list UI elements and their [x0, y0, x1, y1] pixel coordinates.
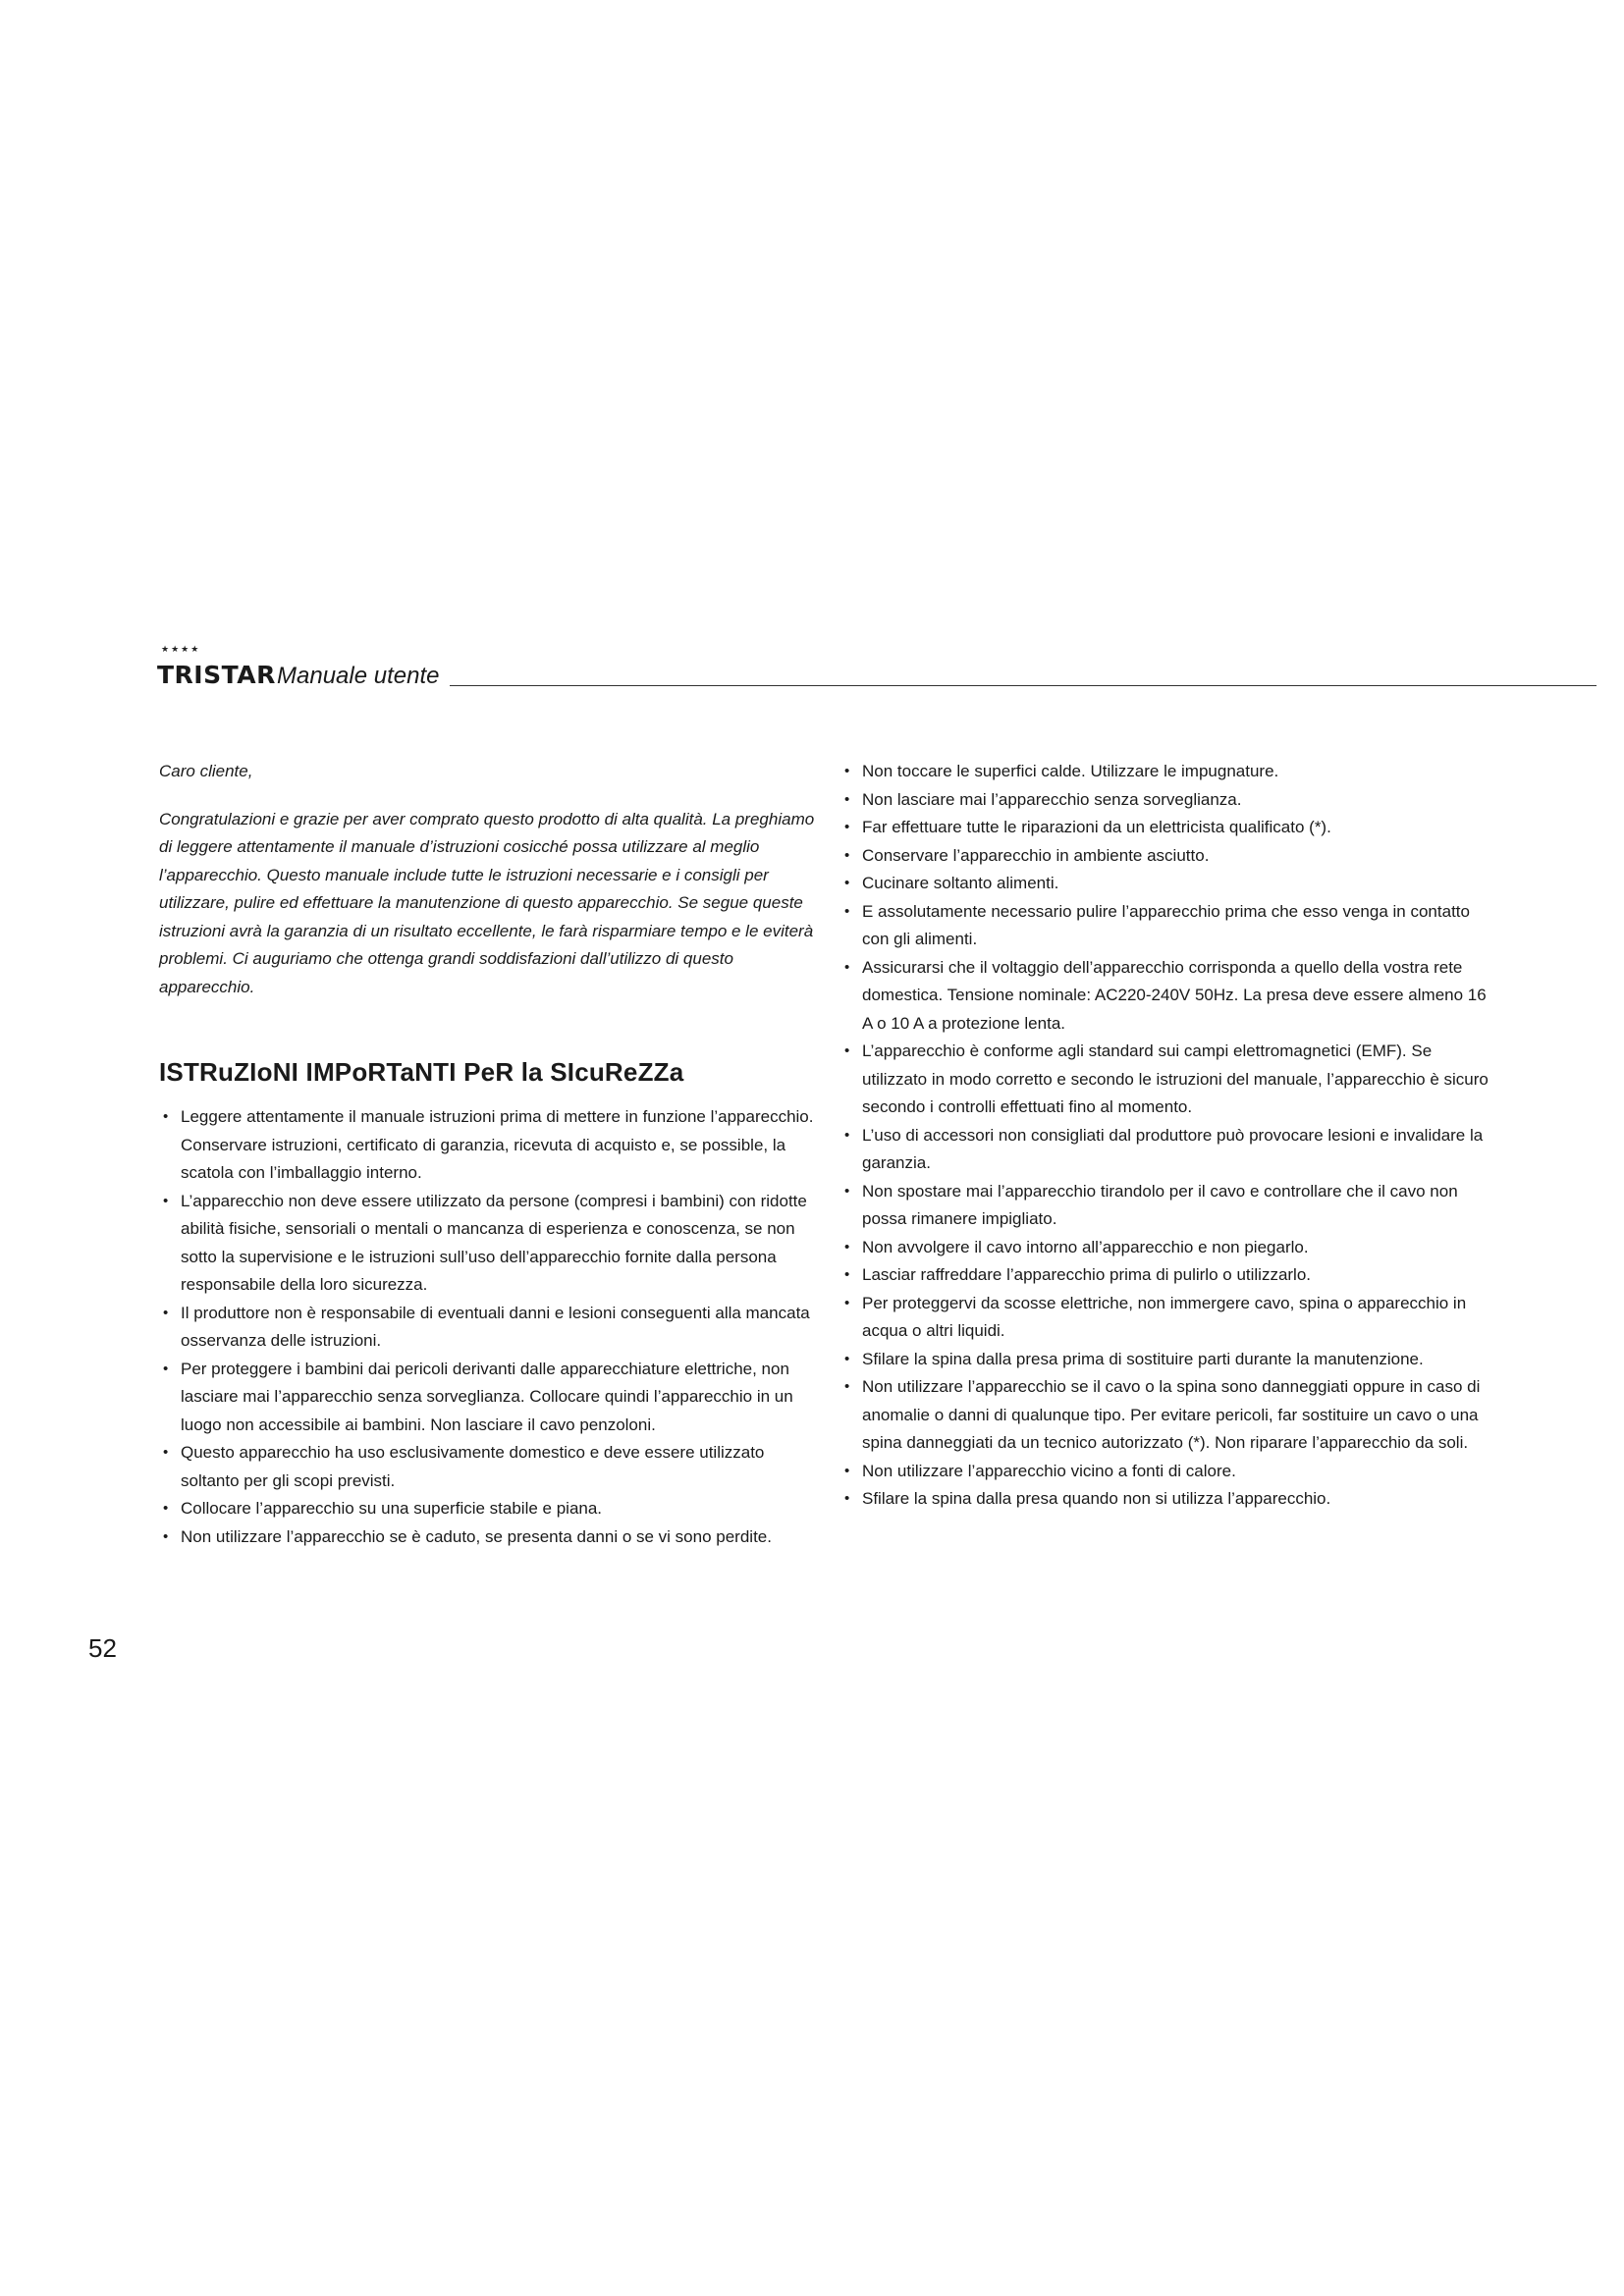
safety-list-item: • Cucinare soltanto alimenti. — [840, 870, 1489, 898]
safety-list-item: • Sfilare la spina dalla presa prima di sostituire parti durante la manutenzione. — [840, 1346, 1489, 1374]
safety-list-item: • Il produttore non è responsabile di eventuali danni e lesioni conseguenti alla mancata osservanza delle istruzioni. — [159, 1300, 827, 1356]
left-column — [159, 758, 827, 1551]
safety-list-item: • Non utilizzare l’apparecchio vicino a fonti di calore. — [840, 1458, 1489, 1486]
intro-paragraph: Congratulazioni e grazie per aver comprato questo prodotto di alta qualità. La preghiamo di leggere attentamente il manuale d’istruzioni cosicché possa utilizzare al meglio l’apparecchio. Questo manuale include tutte le istruzioni necessarie e i consigli per utilizzare, pulire ed effettuare la manutenzione di questo apparecchio. Se segue queste istruzioni avrà la garanzia di un risultato eccellente, le farà risparmiare tempo e le eviterà problemi. Ci auguriamo che ottenga grandi soddisfazioni dall’utilizzo di questo apparecchio. — [159, 809, 815, 996]
safety-list-left — [159, 1103, 827, 1551]
safety-list-item: • Non lasciare mai l’apparecchio senza sorveglianza. — [840, 786, 1489, 815]
safety-list-item: • Non utilizzare l’apparecchio se il cavo o la spina sono danneggiati oppure in caso di anomalie o danni di qualunque tipo. Per evitare pericoli, far sostituire un cavo o una spina danneggiati da un tecnico autorizzato (*). Non riparare l’apparecchio da soli. — [840, 1373, 1489, 1458]
right-column — [840, 758, 1489, 1514]
page-number: 52 — [88, 1633, 117, 1663]
header-divider — [450, 685, 1597, 686]
safety-list-item: • L’apparecchio non deve essere utilizzato da persone (compresi i bambini) con ridotte abilità fisiche, sensoriali o mentali o mancanza di esperienza e conoscenza, se non sotto la supervisione e le istruzioni sull’uso dell’apparecchio fornite dalla persona responsabile della loro sicurezza. — [159, 1188, 827, 1300]
safety-list-item: • Far effettuare tutte le riparazioni da un elettricista qualificato (*). — [840, 814, 1489, 842]
safety-list-right — [840, 758, 1489, 1514]
page-header — [157, 644, 1597, 691]
manual-title: Manuale utente — [277, 663, 440, 689]
safety-heading: ISTRuZIoNI IMPoRTaNTI PeR la SIcuReZZa — [159, 1057, 684, 1087]
safety-list-item: • Leggere attentamente il manuale istruzioni prima di mettere in funzione l’apparecchio. Conservare istruzioni, certificato di garanzia, ricevuta di acquisto e, se possible, la scatola con l’imballaggio interno. — [159, 1103, 827, 1188]
greeting: Caro cliente, — [159, 762, 253, 780]
safety-list-item: • Collocare l’apparecchio su una superficie stabile e piana. — [159, 1495, 827, 1523]
safety-list-item: • Non utilizzare l’apparecchio se è caduto, se presenta danni o se vi sono perdite. — [159, 1523, 827, 1552]
safety-list-item: • Per proteggervi da scosse elettriche, non immergere cavo, spina o apparecchio in acqua o altri liquidi. — [840, 1290, 1489, 1346]
safety-list-item: • L’uso di accessori non consigliati dal produttore può provocare lesioni e invalidare la garanzia. — [840, 1122, 1489, 1178]
safety-list-item: • Non avvolgere il cavo intorno all’apparecchio e non piegarlo. — [840, 1234, 1489, 1262]
safety-list-item: • E assolutamente necessario pulire l’apparecchio prima che esso venga in contatto con gli alimenti. — [840, 898, 1489, 954]
safety-list-item: • Questo apparecchio ha uso esclusivamente domestico e deve essere utilizzato soltanto per gli scopi previsti. — [159, 1439, 827, 1495]
safety-list-item: • Per proteggere i bambini dai pericoli derivanti dalle apparecchiature elettriche, non lasciare mai l’apparecchio senza sorveglianza. Collocare quindi l’apparecchio in un luogo non accessibile ai bambini. Non lasciare il cavo penzoloni. — [159, 1356, 827, 1440]
brand-stars-icon: ★★★★ — [161, 644, 201, 654]
safety-list-item: • Sfilare la spina dalla presa quando non si utilizza l’apparecchio. — [840, 1485, 1489, 1514]
safety-list-item: • Non toccare le superfici calde. Utilizzare le impugnature. — [840, 758, 1489, 786]
safety-list-item: • Non spostare mai l’apparecchio tirandolo per il cavo e controllare che il cavo non possa rimanere impigliato. — [840, 1178, 1489, 1234]
brand-logo: TRISTAR — [157, 661, 276, 689]
safety-list-item: • Assicurarsi che il voltaggio dell’apparecchio corrisponda a quello della vostra rete domestica. Tensione nominale: AC220-240V 50Hz. La presa deve essere almeno 16 A o 10 A a protezione lenta. — [840, 954, 1489, 1039]
safety-list-item: • Lasciar raffreddare l’apparecchio prima di pulirlo o utilizzarlo. — [840, 1261, 1489, 1290]
safety-list-item: • Conservare l’apparecchio in ambiente asciutto. — [840, 842, 1489, 871]
safety-list-item: • L’apparecchio è conforme agli standard sui campi elettromagnetici (EMF). Se utilizzato in modo corretto e secondo le istruzioni del manuale, l’apparecchio è sicuro secondo i controlli effettuati fino al momento. — [840, 1038, 1489, 1122]
